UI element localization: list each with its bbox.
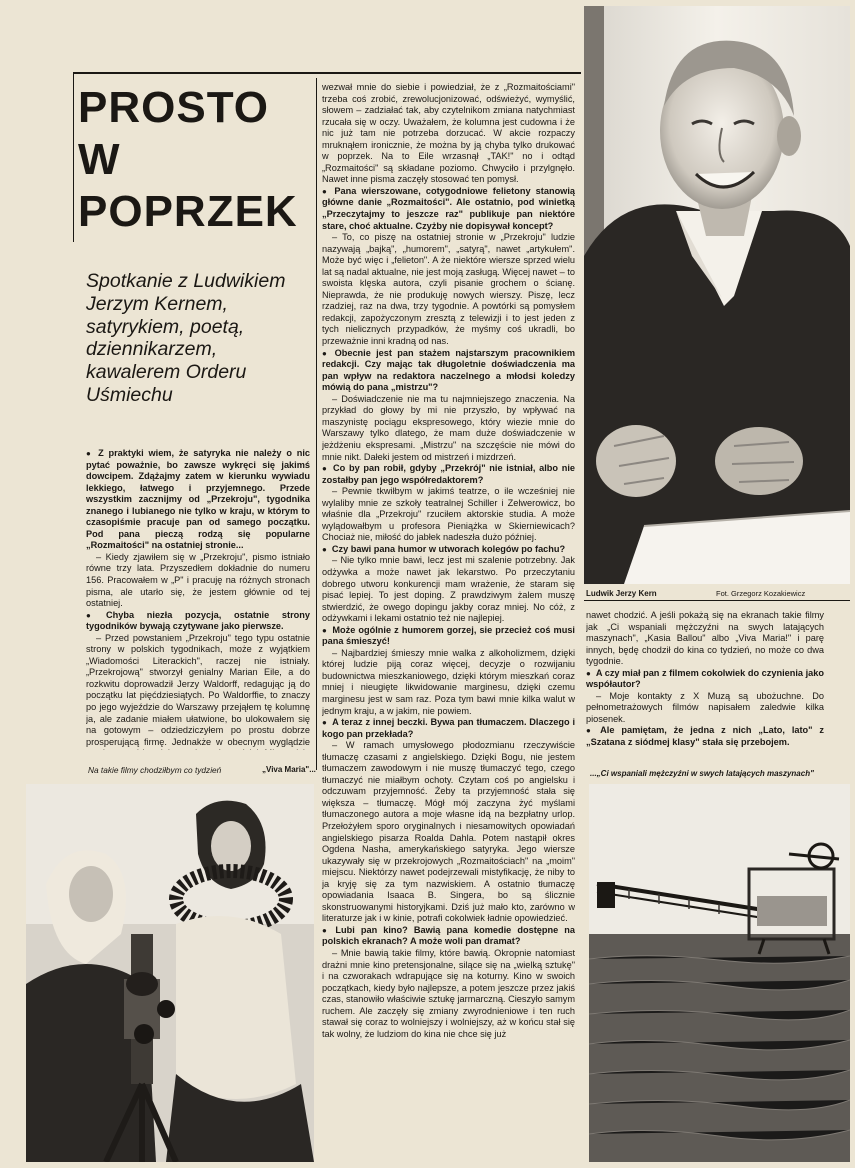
portrait-credit: Fot. Grzegorz Kozakiewicz [716,589,806,598]
interview-question: ● Lubi pan kino? Bawią pana komedie dostępne na polskich ekranach? A może woli pan dramat? [322,925,575,948]
interview-question: ● A czy miał pan z filmem cokolwiek do czynienia jako współautor? [586,668,824,691]
interview-question: ● Co by pan robił, gdyby „Przekrój" nie istniał, albo nie zostałby pan jego współredaktorem? [322,463,575,486]
interview-question: ● Pana wierszowane, cotygodniowe felietony stanowią główne danie „Rozmaitości". Ale ostatnio, pod winietką „Przeczytajmy to jeszcze raz" publikuje pan niektóre stare, choć aktualne. Czyżby nie dopisywał koncept? [322,186,575,232]
text-column-2 [322,82,575,1158]
interview-question: ● Obecnie jest pan stażem najstarszym pracownikiem redakcji. Czy mając tak długoletnie doświadczenia ma pan wpływ na redaktora naczelnego a młodsi koledzy mówią do pana „mistrzu"? [322,348,575,394]
flying-machines-photo [589,784,850,1162]
viva-maria-illustration [26,784,314,1162]
portrait-illustration [584,6,850,584]
text-column-3 [586,610,824,760]
viva-maria-photo [26,784,314,1162]
left-photo-caption-title: „Viva Maria"... [262,765,316,774]
interview-answer: – Moje kontakty z X Muzą są ubożuchne. Do pełnometrażowych filmów napisałem zaledwie kilka piosenek. [586,690,824,724]
title-line: POPRZEK [78,187,298,236]
interview-answer: – Nie tylko mnie bawi, lecz jest mi szalenie potrzebny. Jak odżywka a może nawet jak lekarstwo. Po przeczytaniu dobrego utworu konkurencji mam wrażenie, że staram się pisać lepiej. To jest doping. Z prawdziwym żalem muszę stwierdzić, że owego dopingu jakby coraz mniej. No cóż, z odżywkami i lekami ostatnio też nie najlepiej. [322,555,575,624]
column-divider [316,78,317,770]
flying-machine-illustration [589,784,850,1162]
interview-answer: – Kiedy zjawiłem się w „Przekroju", pismo istniało równe trzy lata. Przyszedłem dokładnie do numeru 156. Pracowałem w „P" i pracuję na różnych stronach pisma, ale utarło się, że jestem głównie od tej ostatniej. [86,551,310,609]
interview-answer: nawet chodzić. A jeśli pokażą się na ekranach takie filmy jak „Ci wspaniali mężczyźni na swych latających maszynach", „Kasia Ballou" albo „Viva Maria!" i parę innych, będę chodził do kina co tydzień, no może co dwa tygodnie. [586,610,824,667]
text-column-1 [86,448,310,750]
interview-answer: – Doświadczenie nie ma tu najmniejszego znaczenia. Na przykład do głowy by mi nie przyszło, by wpływać na maszynistę pociągu ekspresowego, który wiezie mnie do Warszawy tylko dlatego, że mam duże doświadczenie w jeżdżeniu ekspresami. „Mistrzu" na szczęście nie mówi do mnie nikt. Dałeki jestem od mistrzeń i mizdrzeń. [322,393,575,462]
title-left-rule [73,72,74,242]
portrait-photo [584,6,850,584]
right-photo-caption: ...„Ci wspaniali mężczyźni w swych latających maszynach" [590,769,814,778]
portrait-name-caption: Ludwik Jerzy Kern [586,589,657,598]
interview-answer: – Najbardziej śmieszy mnie walka z alkoholizmem, dzięki której ludzie piją coraz więcej, decyzje o rozwijaniu budownictwa mieszkaniowego, dzięki którym mieszkań coraz mniej i nieugięte likwidowanie marginesu, dzięki czemu marginesu jest w sam raz. Poza tym bawi mnie kilka walut w jednym kraju, a w jakim, nie powiem. [322,647,575,716]
interview-question: ● Może ogólnie z humorem gorzej, sie przecież coś musi pana śmieszyć! [322,625,575,648]
title-line: PROSTO [78,83,270,132]
article-title [78,82,298,238]
interview-answer: – W ramach umysłowego płodozmianu rzeczywiście tłumaczę czasami z angielskiego. Dzięki Bogu, nie jestem tłumaczem zawodowym i nie muszę tłumaczyć tego, czego tłumaczyć nie miałbym ochoty. Czytam coś po angielsku i odczuwam przyjemność. Żeby ta przyjemność stała się większa – tłumaczę. Mógł mój zaczyna żyć myślami tłumaczonego autora a moje własne idą na bezpłatny urlop. Przełożyłem sporo oryginalnych i niesamowitych opowiadań angielskiego pisarza Roalda Dahla. Potem nastąpił okres Ogdena Nasha, amerykańskiego satyryka. Jego wiersze ukazywały się w przekrojowych „Rozmaitościach" na „moim" miejscu. Niektórzy nawet podejrzewali mistyfikację, że niby to ja kryję się za tym nazwiskiem. A ostatnio tłumaczę opowiadania Isaaca B. Singera, bo są ślicznie skonstruowanymi historyjkami. Dziś już mało kto, zarówno w literaturze jak i w kinie, potrafi cokolwiek ładnie opowiedzieć. [322,740,575,924]
interview-answer: – Przed powstaniem „Przekroju" tego typu ostatnie strony w polskich tygodnikach, może z wyjątkiem „Wiadomości Literackich", raczej nie istniały. „Przekrojową" stworzył genialny Marian Eile, a do rozkwitu doprowadził Jerzy Waldorff, redagując ją do początku lat pięćdziesiątych. Po Waldorffie, to znaczy po jego wyjeździe do Warszawy przejąłem tę kolumnę ja, ale zadanie miałem ułatwione, bo ulokowałem się na gotowym – odziedziczyłem po prostu dobrze prosperującą firmę. Jednakże w obecnym wyglądzie [86,632,310,747]
header-rule [73,72,581,74]
interview-answer: – Mnie bawią takie filmy, które bawią. Okropnie natomiast drażni mnie kino pretensjonalne, silące się na „wielką sztukę" i na czworakach wdrapujące się na koturny. Kino w swoich początkach, kiedy było najlepsze, a potem jeszcze przez jakiś czas, stanowiło właściwie sztukę jarmarczną. Cieszyło samym ruchem. Ale zaczęły się zmiany zwyrodnieniowe i ten ruch stawał się coraz to wolniejszy i wolniejszy, aż w końcu stał się tak wolny, że ludziom do kina nie chce się już [322,948,575,1039]
interview-question: ● Chyba niezła pozycja, ostatnie strony tygodników bywają czytywane jako pierwsze. [86,610,310,633]
left-photo-caption: Na takie filmy chodziłbym co tydzień [88,765,222,775]
interview-question: ● A teraz z innej beczki. Bywa pan tłumaczem. Dlaczego i kogo pan przekłada? [322,717,575,740]
caption-rule [584,600,850,601]
interview-question: ● Czy bawi pana humor w utworach kolegów po fachu? [322,544,575,556]
interview-question: ● Z praktyki wiem, że satyryka nie należy o nic pytać poważnie, bo zawsze wykręci się jakimś dowcipem. Zdążajmy zatem w kierunku wywiadu lekkiego, łatwego i przyjemnego. Przede wszystkim zacznijmy od „Przekroju", tygodnika znanego i lubianego nie tylko w kraju, w którym to czasopiśmie pracuje pan od samego początku. Pod pana pieczą rodzą się popularne „Rozmaitości" na ostatniej stronie... [86,448,310,552]
interview-question: ● Ale pamiętam, że jedna z nich „Lato, lato" z „Szatana z siódmej klasy" stała się przebojem. [586,725,824,748]
interview-answer: – To, co piszę na ostatniej stronie w „Przekroju" ludzie nazywają „bajką", „humorem", „satyrą", nawet „artykułem". Może być więc i „felieton". A że niektóre wiersze sprzed wielu lat są nadal aktualne, nie jest moją zasługą. Więcej nawet – to swoista klęska autora, czyli pisanie grochem o ścianę. Nieprawda, że nie produkuję nowych wierszy. Piszę, lecz rzadziej, raz na dwa, trzy tygodnie. A powtórki są pomysłem redakcji, zapożyczonym zresztą z telewizji i to jest jeden z tych nielicznych przypadków, że myśmy coś ukradli, bo przeważnie inni kradną od nas. [322,232,575,347]
interview-answer: – Pewnie tkwiłbym w jakimś teatrze, o ile wcześniej nie wylaliby mnie ze szkoły teatralnej Schiller i Zelwerowicz, bo właśnie dla „Przekroju" rzuciłem aktorskie studia. A może wylądowałbym u profesora Pieniążka w Skierniewicach? Chociaż nie, miłość do jabłek nadeszła dużo później. [322,486,575,543]
title-line: W [78,135,121,184]
article-subtitle: Spotkanie z Ludwikiem Jerzym Kernem, satyrykiem, poetą, dziennikarzem, kawalerem Orderu Uśmiechu [86,270,286,406]
interview-answer: wezwał mnie do siebie i powiedział, że z „Rozmaitościami" trzeba coś zrobić, zrewolucjonizować, odświeżyć, wymyślić, słowem – zadziałać tak, aby czytelnikom zmiana natychmiast rzucała się w oczy. Uważałem, że kolumna jest cudowna i że nic już tam nie potrzeba dorzucać. W akcie rozpaczy mruknąłem ironicznie, że można by ją chyba tylko drukować w poprzek. Na to Eile wrzasnął „TAK!" no i odtąd „Rozmaitości" są składane poziomo. Chwyciło i przylgnęło. Nawet inne pisma zaczęły stosować ten pomysł. [322,82,575,185]
